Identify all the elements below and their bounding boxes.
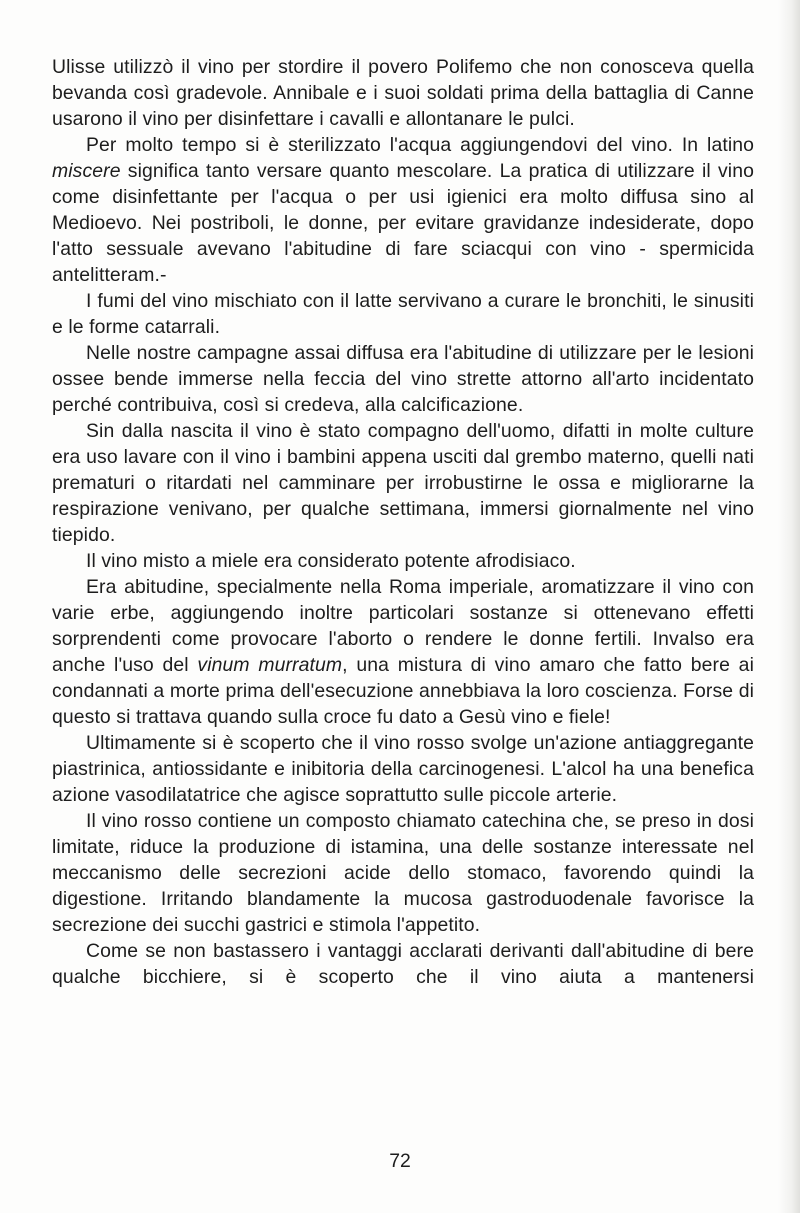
paragraph-vino-rosso-antiaggregante: Ultimamente si è scoperto che il vino rosso svolge un'azione antiaggregante piastrinica, antiossidante e inibitoria della carcinogenesi. L'alcol ha una benefica azione vasodilatatrice che agisce soprattutto sulle piccole arterie. <box>52 732 754 806</box>
paragraph-nascita: Sin dalla nascita il vino è stato compagno dell'uomo, difatti in molte culture era uso lavare con il vino i bambini appena usciti dal grembo materno, quelli nati prematuri o ritardati nel camminare per irrobustirne le ossa e migliorarne la respirazione venivano, per qualche settimana, immersi giornalmente nel vino tiepido. <box>52 420 754 546</box>
italic-term-vinum-murratum: vinum murratum <box>197 654 343 676</box>
body-text <box>52 54 754 990</box>
text-run: Per molto tempo si è sterilizzato l'acqua aggiungendovi del vino. In latino <box>86 134 754 156</box>
paragraph-roma-imperiale <box>52 574 754 730</box>
italic-term-miscere: miscere <box>52 160 121 182</box>
paragraph-campagne: Nelle nostre campagne assai diffusa era l'abitudine di utilizzare per le lesioni ossee bende immerse nella feccia del vino strette attorno all'arto incidentato perché contribuiva, così si credeva, alla calcificazione. <box>52 342 754 416</box>
page-edge-shadow <box>778 0 800 1213</box>
paragraph-ulisse: Ulisse utilizzò il vino per stordire il povero Polifemo che non conosceva quella bevanda così gradevole. Annibale e i suoi soldati prima della battaglia di Canne usarono il vino per disinfettare i cavalli e allontanare le pulci. <box>52 56 754 130</box>
text-run: , una mistura di vino amaro che fatto bere ai condannati a morte prima dell'esecuzione annebbiava la loro coscienza. Forse di questo si trattava quando sulla croce fu dato a Gesù vino e fiele! <box>52 654 754 728</box>
paragraph-sterilizzazione <box>52 132 754 288</box>
page-number: 72 <box>389 1150 411 1172</box>
paragraph-vantaggi: Come se non bastassero i vantaggi acclarati derivanti dall'abitudine di bere qualche bicchiere, si è scoperto che il vino aiuta a mantenersi <box>52 940 754 988</box>
paragraph-fumi: I fumi del vino mischiato con il latte servivano a curare le bronchiti, le sinusiti e le forme catarrali. <box>52 290 754 338</box>
text-run: significa tanto versare quanto mescolare. La pratica di utilizzare il vino come disinfettante per l'acqua o per usi igienici era molto diffusa sino al Medioevo. Nei postriboli, le donne, per evitare gravidanze indesiderate, dopo l'atto sessuale avevano l'abitudine di fare sciacqui con vino - spermicida antelitteram.- <box>52 160 754 286</box>
paragraph-catechina: Il vino rosso contiene un composto chiamato catechina che, se preso in dosi limitate, riduce la produzione di istamina, una delle sostanze interessate nel meccanismo delle secrezioni acide dello stomaco, favorendo quindi la digestione. Irritando blandamente la mucosa gastroduodenale favorisce la secrezione dei succhi gastrici e stimola l'appetito. <box>52 810 754 936</box>
paragraph-afrodisiaco: Il vino misto a miele era considerato potente afrodisiaco. <box>86 550 576 572</box>
text-run: Era abitudine, specialmente nella Roma imperiale, aromatizzare il vino con varie erbe, aggiungendo inoltre particolari sostanze si ottenevano effetti sorprendenti come provocare l'aborto o rendere le donne fertili. Invalso era anche l'uso del <box>52 576 754 676</box>
